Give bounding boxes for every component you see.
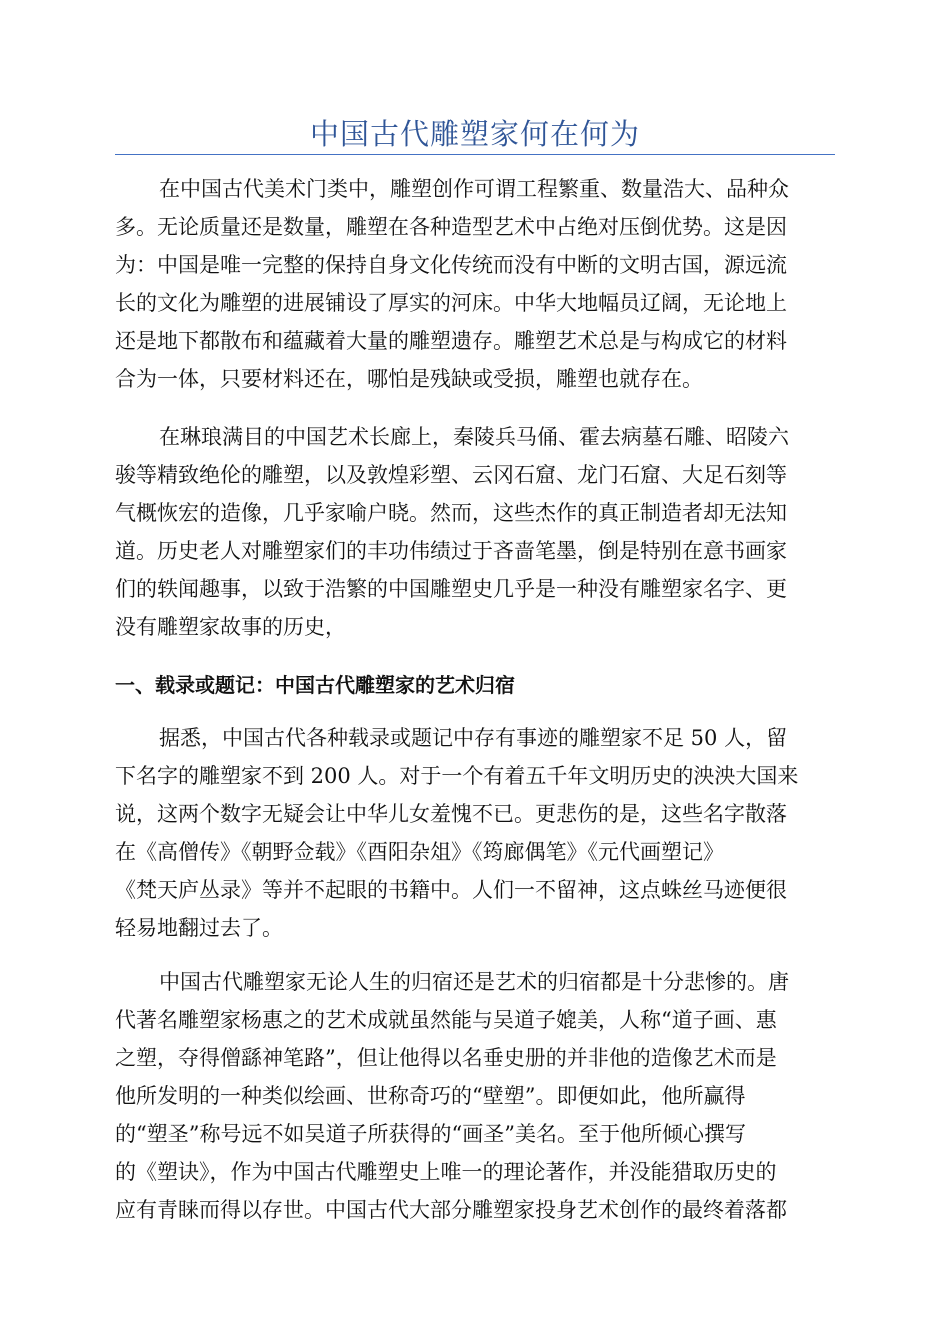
title-underline (115, 154, 835, 155)
section-paragraph-1 (115, 719, 835, 947)
paragraph-line: 还是地下都散布和蕴藏着大量的雕塑遗存。雕塑艺术总是与构成它的材料 (115, 329, 787, 353)
paragraph-line: 据悉，中国古代各种载录或题记中存有事迹的雕塑家不足 50 人，留 (159, 726, 788, 750)
paragraph-line: 道。历史老人对雕塑家们的丰功伟绩过于吝啬笔墨，倒是特别在意书画家 (115, 539, 787, 563)
paragraph-line: 合为一体，只要材料还在，哪怕是残缺或受损，雕塑也就存在。 (115, 367, 703, 391)
paragraph-line: 没有雕塑家故事的历史， (115, 615, 346, 639)
paragraph-line: 下名字的雕塑家不到 200 人。对于一个有着五千年文明历史的泱泱大国来 (115, 764, 799, 788)
paragraph-line: 为：中国是唯一完整的保持自身文化传统而没有中断的文明古国，源远流 (115, 253, 787, 277)
paragraph-line: 的“塑圣”称号远不如吴道子所获得的“画圣”美名。至于他所倾心撰写 (115, 1122, 746, 1146)
paragraph-line: 中国古代雕塑家无论人生的归宿还是艺术的归宿都是十分悲惨的。唐 (159, 970, 789, 994)
paragraph-line: 之塑，夺得僧繇神笔路”，但让他得以名垂史册的并非他的造像艺术而是 (115, 1046, 777, 1070)
paragraph-line: 的《塑诀》，作为中国古代雕塑史上唯一的理论著作，并没能猎取历史的 (115, 1160, 777, 1184)
section-heading: 一、载录或题记：中国古代雕塑家的艺术归宿 (115, 673, 515, 697)
paragraph-line: 他所发明的一种类似绘画、世称奇巧的“壁塑”。即便如此，他所赢得 (115, 1084, 746, 1108)
paragraph-line: 长的文化为雕塑的进展铺设了厚实的河床。中华大地幅员辽阔，无论地上 (115, 291, 787, 315)
paragraph-line: 说，这两个数字无疑会让中华儿女羞愧不已。更悲伤的是，这些名字散落 (115, 802, 787, 826)
paragraph-line: 《梵天庐丛录》等并不起眼的书籍中。人们一不留神，这点蛛丝马迹便很 (115, 878, 787, 902)
paragraph-line: 在琳琅满目的中国艺术长廊上，秦陵兵马俑、霍去病墓石雕、昭陵六 (159, 425, 789, 449)
section-paragraph-2 (115, 963, 835, 1229)
paragraph-line: 气概恢宏的造像，几乎家喻户晓。然而，这些杰作的真正制造者却无法知 (115, 501, 787, 525)
paragraph-line: 轻易地翻过去了。 (115, 916, 283, 940)
paragraph-line: 应有青睐而得以存世。中国古代大部分雕塑家投身艺术创作的最终着落都 (115, 1198, 787, 1222)
paragraph-line: 在《高僧传》《朝野佥载》《酉阳杂俎》《筠廊偶笔》《元代画塑记》 (115, 840, 724, 864)
paragraph-1 (115, 170, 835, 398)
paragraph-line: 骏等精致绝伦的雕塑，以及敦煌彩塑、云冈石窟、龙门石窟、大足石刻等 (115, 463, 787, 487)
paragraph-line: 多。无论质量还是数量，雕塑在各种造型艺术中占绝对压倒优势。这是因 (115, 215, 787, 239)
paragraph-line: 在中国古代美术门类中，雕塑创作可谓工程繁重、数量浩大、品种众 (159, 177, 789, 201)
paragraph-line: 们的轶闻趣事，以致于浩繁的中国雕塑史几乎是一种没有雕塑家名字、更 (115, 577, 787, 601)
paragraph-2 (115, 418, 835, 646)
paragraph-line: 代著名雕塑家杨惠之的艺术成就虽然能与吴道子媲美，人称“道子画、惠 (115, 1008, 777, 1032)
document-title: 中国古代雕塑家何在何为 (309, 117, 640, 151)
